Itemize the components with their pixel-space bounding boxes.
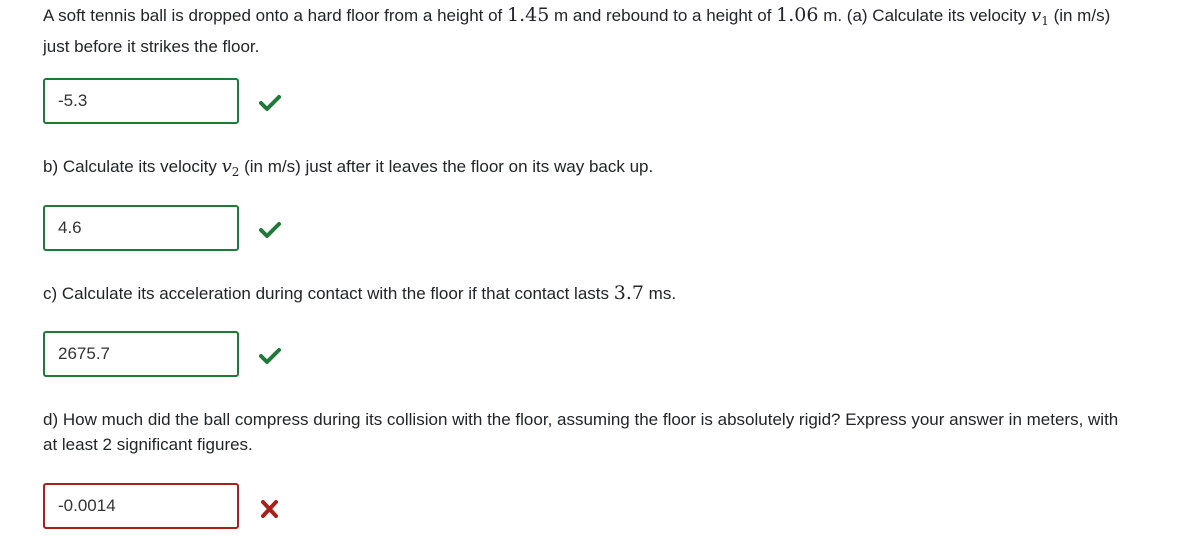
answer-a-value: -5.3 <box>58 91 88 110</box>
question-b-part2: (in m/s) just after it leaves the floor on its way back up. <box>239 157 654 176</box>
checkmark-icon <box>259 93 281 113</box>
question-a-part3: m. (a) Calculate its velocity <box>818 6 1032 25</box>
contact-time-value: 3.7 <box>613 282 644 304</box>
question-a-part4: (in m/s) just before it strikes the floor. <box>43 6 1111 56</box>
rebound-height-value: 1.06 <box>776 4 819 26</box>
drop-height-value: 1.45 <box>507 4 550 26</box>
cross-icon <box>259 499 281 519</box>
question-d-body: d) How much did the ball compress during its collision with the floor, assuming the floor is absolutely rigid? Express your answer in meters, with at least 2 significant figures. <box>43 410 1119 454</box>
answer-b-value: 4.6 <box>58 218 82 237</box>
answer-c-value: 2675.7 <box>58 344 110 363</box>
velocity-subscript: 2 <box>231 165 240 179</box>
question-a-part1: A soft tennis ball is dropped onto a hard floor from a height of <box>43 6 508 25</box>
answer-d-value: -0.0014 <box>58 496 116 515</box>
answer-d-field[interactable] <box>43 483 239 529</box>
question-b-part1: b) Calculate its velocity <box>43 157 222 176</box>
question-a-part2: m and rebound to a height of <box>549 6 777 25</box>
question-c-part1: c) Calculate its acceleration during contact with the floor if that contact lasts <box>43 284 614 303</box>
answer-b-field[interactable] <box>43 205 239 251</box>
velocity-variable: v <box>1031 5 1042 26</box>
question-a-text <box>43 3 1123 59</box>
velocity-variable: v <box>221 156 232 177</box>
answer-c-field[interactable] <box>43 331 239 377</box>
velocity-subscript: 1 <box>1041 14 1049 28</box>
question-c-part2: ms. <box>643 284 677 303</box>
question-d-text <box>43 407 1123 457</box>
question-b-text <box>43 154 1123 185</box>
answer-a-field[interactable] <box>43 78 239 124</box>
checkmark-icon <box>259 346 281 366</box>
checkmark-icon <box>259 220 281 240</box>
question-c-text <box>43 281 1123 306</box>
